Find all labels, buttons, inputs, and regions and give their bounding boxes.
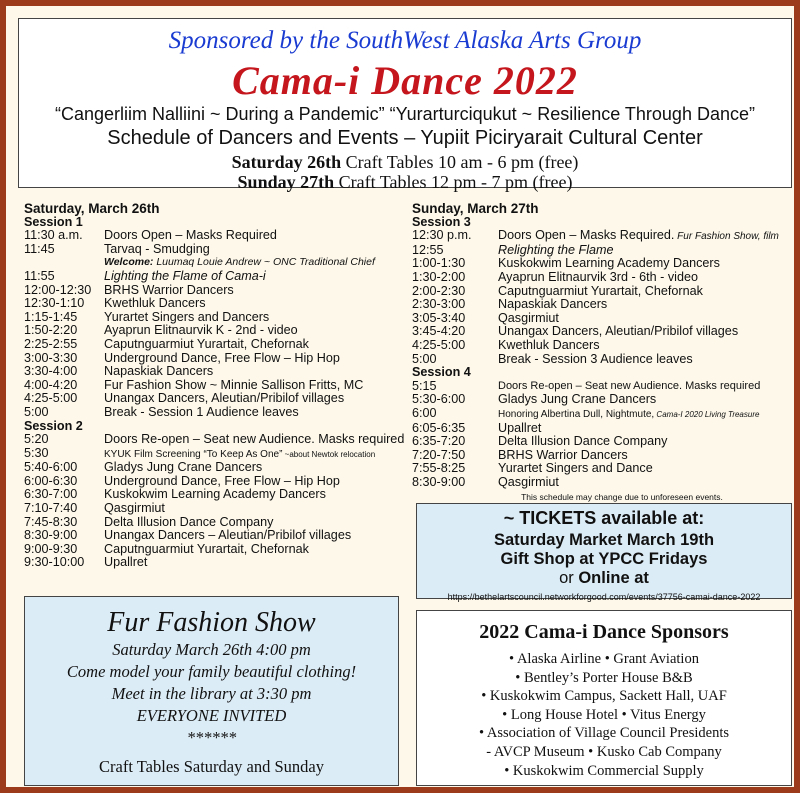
sponsor-line: • Kuskokwim Campus, Sackett Hall, UAF bbox=[481, 688, 727, 705]
sponsor-line: • Alaska Airline • Grant Aviation bbox=[509, 651, 699, 667]
row-event: Unangax Dancers, Aleutian/Pribilof villages bbox=[498, 325, 739, 339]
schedule-row bbox=[24, 229, 404, 243]
row-event: Delta Illusion Dance Company bbox=[498, 435, 668, 449]
row-event: Qasgirmiut bbox=[104, 502, 165, 516]
row-time: 12:55 bbox=[412, 242, 444, 257]
schedule-row bbox=[24, 488, 404, 502]
session-1-list-a bbox=[24, 229, 404, 256]
schedule-row bbox=[24, 243, 404, 257]
schedule-row bbox=[24, 406, 404, 420]
schedule-row bbox=[24, 516, 404, 530]
sunday-schedule bbox=[412, 202, 792, 505]
schedule-row bbox=[24, 461, 404, 475]
row-event: Upallret bbox=[104, 556, 148, 570]
row-event: Qasgirmiut bbox=[498, 311, 559, 325]
tickets-box bbox=[416, 503, 792, 602]
row-event: Qasgirmiut bbox=[498, 475, 559, 489]
row-event: BRHS Warrior Dancers bbox=[104, 283, 234, 297]
row-event: Napaskiak Dancers bbox=[498, 298, 608, 312]
session-2-list-b bbox=[24, 461, 404, 570]
fur-fashion-title: Fur Fashion Show bbox=[107, 607, 316, 638]
schedule-row bbox=[412, 393, 792, 407]
session-2-heading: Session 2 bbox=[24, 418, 83, 433]
fur-fashion-line: ****** bbox=[186, 728, 237, 747]
row-event: Gladys Jung Crane Dancers bbox=[104, 461, 263, 475]
session-3-heading: Session 3 bbox=[412, 214, 471, 229]
sponsor-line: - AVCP Museum • Kusko Cab Company bbox=[486, 743, 722, 760]
sponsor-line: • Long House Hotel • Vitus Energy bbox=[502, 706, 706, 723]
row-time: 5:00 bbox=[24, 404, 49, 419]
row-event: Doors Re-open – Seat new Audience. Masks required bbox=[104, 433, 404, 447]
schedule-row bbox=[24, 352, 404, 366]
session-4-heading: Session 4 bbox=[412, 365, 471, 380]
schedule-row-relighting bbox=[412, 244, 792, 258]
row-time: 1:15-1:45 bbox=[24, 309, 78, 324]
row-event: Relighting the Flame bbox=[498, 243, 614, 257]
row-time: 6:35-7:20 bbox=[412, 434, 466, 449]
row-event: Ayaprun Elitnaurvik 3rd - 6th - video bbox=[498, 270, 698, 284]
row-event: Kwethluk Dancers bbox=[104, 297, 206, 311]
saturday-schedule bbox=[24, 202, 404, 570]
fur-fashion-line: Meet in the library at 3:30 pm bbox=[111, 684, 312, 703]
tickets-url-link[interactable]: https://bethelartscouncil.networkforgood.com/events/37756-camai-dance-2022 bbox=[447, 592, 761, 602]
schedule-row bbox=[24, 311, 404, 325]
schedule-row bbox=[24, 365, 404, 379]
fur-fashion-box bbox=[24, 596, 399, 786]
session-3-list bbox=[412, 257, 792, 366]
welcome-note bbox=[24, 256, 404, 270]
row-event: Doors Open – Masks Required bbox=[104, 229, 277, 243]
session-4-list-b bbox=[412, 422, 792, 490]
row-time: 2:00-2:30 bbox=[412, 283, 466, 298]
saturday-crafts-text: Craft Tables 10 am - 6 pm (free) bbox=[341, 152, 579, 172]
row-event: Kuskokwim Learning Academy Dancers bbox=[498, 257, 720, 271]
row-time: 11:55 bbox=[24, 268, 55, 283]
row-time: 1:30-2:00 bbox=[412, 269, 466, 284]
row-event: Kuskokwim Learning Academy Dancers bbox=[104, 488, 326, 502]
row-event: Doors Re-open – Seat new Audience. Masks required bbox=[498, 379, 761, 392]
row-time: 5:20 bbox=[24, 432, 49, 447]
sponsor-line: • Bentley’s Porter House B&B bbox=[515, 669, 693, 686]
tickets-online bbox=[417, 569, 791, 588]
tickets-online-prefix: or bbox=[559, 569, 579, 587]
saturday-crafts bbox=[19, 152, 791, 173]
row-time: 4:00-4:20 bbox=[24, 377, 78, 392]
schedule-row bbox=[24, 556, 404, 570]
schedule-row bbox=[24, 338, 404, 352]
schedule-row bbox=[24, 433, 404, 447]
schedule-row bbox=[24, 392, 404, 406]
schedule-row bbox=[412, 298, 792, 312]
row-time: 5:00 bbox=[412, 351, 437, 366]
session-2-list-a bbox=[24, 433, 404, 447]
row-event: Underground Dance, Free Flow – Hip Hop bbox=[104, 351, 340, 365]
row-time: 7:20-7:50 bbox=[412, 447, 466, 462]
doors-open-note: Fur Fashion Show, film bbox=[674, 231, 779, 243]
kyuk-event: KYUK Film Screening “To Keep As One” bbox=[104, 448, 283, 460]
schedule-row bbox=[24, 270, 404, 284]
fur-fashion-line: Saturday March 26th 4:00 pm bbox=[112, 640, 311, 659]
row-event: Ayaprun Elitnaurvik K - 2nd - video bbox=[104, 324, 298, 338]
fur-fashion-line: Come model your family beautiful clothing! bbox=[66, 662, 357, 681]
row-event bbox=[498, 407, 792, 422]
row-time: 6:00-6:30 bbox=[24, 473, 78, 488]
row-time: 1:00-1:30 bbox=[412, 256, 466, 271]
sponsors-box bbox=[416, 610, 792, 786]
sunday-label: Sunday 27th bbox=[237, 172, 335, 192]
row-time: 3:05-3:40 bbox=[412, 310, 466, 325]
schedule-row bbox=[24, 502, 404, 516]
schedule-row-doors-open bbox=[412, 229, 792, 244]
honor-note: Cama-I 2020 Living Treasure bbox=[654, 409, 760, 419]
row-time: 9:00-9:30 bbox=[24, 541, 78, 556]
sunday-crafts bbox=[19, 172, 791, 193]
row-event: Gladys Jung Crane Dancers bbox=[498, 393, 657, 407]
welcome-text: Luumaq Louie Andrew ~ ONC Traditional Chief bbox=[153, 256, 375, 269]
row-event: Caputnguarmiut Yurartait, Chefornak bbox=[498, 284, 703, 298]
row-time: 7:55-8:25 bbox=[412, 461, 466, 476]
row-time: 9:30-10:00 bbox=[24, 555, 85, 570]
schedule-heading: Schedule of Dancers and Events – Yupiit Piciryarait Cultural Center bbox=[107, 127, 703, 149]
schedule-row bbox=[24, 297, 404, 311]
row-event: Break - Session 3 Audience leaves bbox=[498, 352, 693, 366]
welcome-label: Welcome: bbox=[104, 256, 154, 269]
tickets-online-label: Online at bbox=[578, 569, 649, 587]
row-time: 6:30-7:00 bbox=[24, 487, 78, 502]
schedule-row bbox=[412, 435, 792, 449]
schedule-row bbox=[412, 353, 792, 367]
row-time: 5:30-6:00 bbox=[412, 392, 466, 407]
schedule-row bbox=[24, 324, 404, 338]
row-event: Napaskiak Dancers bbox=[104, 365, 214, 379]
schedule-row-reopen bbox=[412, 380, 792, 394]
schedule-row bbox=[412, 422, 792, 436]
schedule-row bbox=[24, 529, 404, 543]
session-1-list-b bbox=[24, 270, 404, 420]
sponsor-line: • Association of Village Council Presidents bbox=[478, 725, 729, 742]
schedule-row bbox=[24, 284, 404, 298]
row-event bbox=[498, 229, 792, 244]
schedule-row bbox=[412, 449, 792, 463]
row-time: 6:00 bbox=[412, 405, 437, 420]
tickets-heading: ~ TICKETS available at: bbox=[503, 508, 705, 528]
row-time: 3:00-3:30 bbox=[24, 350, 78, 365]
row-event: Yurartet Singers and Dance bbox=[498, 462, 653, 476]
row-time: 7:10-7:40 bbox=[24, 501, 78, 516]
row-time: 2:25-2:55 bbox=[24, 336, 78, 351]
event-title: Cama-i Dance 2022 bbox=[232, 58, 578, 103]
row-event: Caputnguarmiut Yurartait, Chefornak bbox=[104, 337, 309, 351]
row-event: Fur Fashion Show ~ Minnie Sallison Fritts, MC bbox=[104, 378, 364, 392]
row-event: Caputnguarmiut Yurartait, Chefornak bbox=[104, 542, 309, 556]
row-time: 2:30-3:00 bbox=[412, 297, 466, 312]
saturday-day-heading: Saturday, March 26th bbox=[24, 201, 160, 216]
schedule-row bbox=[412, 271, 792, 285]
schedule-row bbox=[412, 462, 792, 476]
honor-event: Honoring Albertina Dull, Nightmute, bbox=[498, 408, 655, 420]
row-event: Underground Dance, Free Flow – Hip Hop bbox=[104, 474, 340, 488]
schedule-row bbox=[412, 339, 792, 353]
theme-quote: “Cangerliim Nalliini ~ During a Pandemic” “Yurarturciqukut ~ Resilience Through Dance” bbox=[55, 104, 755, 124]
sponsored-by: Sponsored by the SouthWest Alaska Arts Group bbox=[168, 27, 642, 54]
row-time: 4:25-5:00 bbox=[412, 337, 466, 352]
row-event: BRHS Warrior Dancers bbox=[498, 448, 628, 462]
sponsors-title: 2022 Cama-i Dance Sponsors bbox=[479, 621, 729, 643]
schedule-row bbox=[24, 475, 404, 489]
tickets-gift-shop: Gift Shop at YPCC Fridays bbox=[500, 550, 708, 568]
row-time: 5:15 bbox=[412, 378, 437, 393]
tickets-saturday-market: Saturday Market March 19th bbox=[493, 531, 715, 549]
session-1-heading: Session 1 bbox=[24, 214, 83, 229]
row-time: 3:30-4:00 bbox=[24, 364, 78, 379]
row-time: 5:40-6:00 bbox=[24, 460, 78, 475]
fur-fashion-craft-tables: Craft Tables Saturday and Sunday bbox=[99, 757, 324, 776]
row-event: Unangax Dancers – Aleutian/Pribilof villages bbox=[104, 529, 352, 543]
row-time: 4:25-5:00 bbox=[24, 391, 78, 406]
schedule-row-honoring bbox=[412, 407, 792, 422]
schedule-row bbox=[24, 543, 404, 557]
row-time: 12:30 p.m. bbox=[412, 228, 472, 243]
row-time: 7:45-8:30 bbox=[24, 514, 78, 529]
sponsor-line: • Kuskokwim Commercial Supply bbox=[504, 762, 704, 779]
sunday-crafts-text: Craft Tables 12 pm - 7 pm (free) bbox=[334, 172, 573, 192]
saturday-label: Saturday 26th bbox=[231, 152, 342, 172]
row-event: Delta Illusion Dance Company bbox=[104, 515, 274, 529]
row-event: Lighting the Flame of Cama-i bbox=[104, 269, 266, 283]
sunday-day-heading: Sunday, March 27th bbox=[412, 201, 539, 216]
row-time: 12:00-12:30 bbox=[24, 282, 92, 297]
doors-open-event: Doors Open – Masks Required. bbox=[498, 229, 675, 243]
row-time: 11:45 bbox=[24, 241, 55, 256]
row-event: Tarvaq - Smudging bbox=[104, 242, 210, 256]
row-time: 3:45-4:20 bbox=[412, 324, 466, 339]
row-event: Kwethluk Dancers bbox=[498, 338, 600, 352]
schedule-row bbox=[412, 285, 792, 299]
row-time: 6:05-6:35 bbox=[412, 420, 466, 435]
row-event: Unangax Dancers, Aleutian/Pribilof villages bbox=[104, 392, 345, 406]
schedule-row bbox=[412, 325, 792, 339]
row-event: Upallret bbox=[498, 421, 542, 435]
row-time: 5:30 bbox=[24, 445, 49, 460]
row-event: Break - Session 1 Audience leaves bbox=[104, 405, 299, 419]
schedule-change-note: This schedule may change due to unforeseen events. bbox=[521, 492, 723, 503]
row-time: 11:30 a.m. bbox=[24, 228, 83, 243]
schedule-row-kyuk bbox=[24, 447, 404, 462]
schedule-row bbox=[412, 476, 792, 490]
row-event bbox=[104, 447, 404, 462]
row-time: 8:30-9:00 bbox=[412, 474, 466, 489]
row-time: 8:30-9:00 bbox=[24, 528, 78, 543]
fur-fashion-line: EVERYONE INVITED bbox=[136, 706, 287, 725]
schedule-row bbox=[412, 257, 792, 271]
row-time: 1:50-2:20 bbox=[24, 323, 78, 338]
schedule-row bbox=[412, 312, 792, 326]
schedule-row bbox=[24, 379, 404, 393]
session-4-list-a bbox=[412, 393, 792, 407]
row-time: 12:30-1:10 bbox=[24, 296, 85, 311]
kyuk-note: ~about Newtok relocation bbox=[282, 449, 376, 459]
row-event: Yurartet Singers and Dancers bbox=[104, 310, 270, 324]
header-box bbox=[18, 18, 792, 192]
